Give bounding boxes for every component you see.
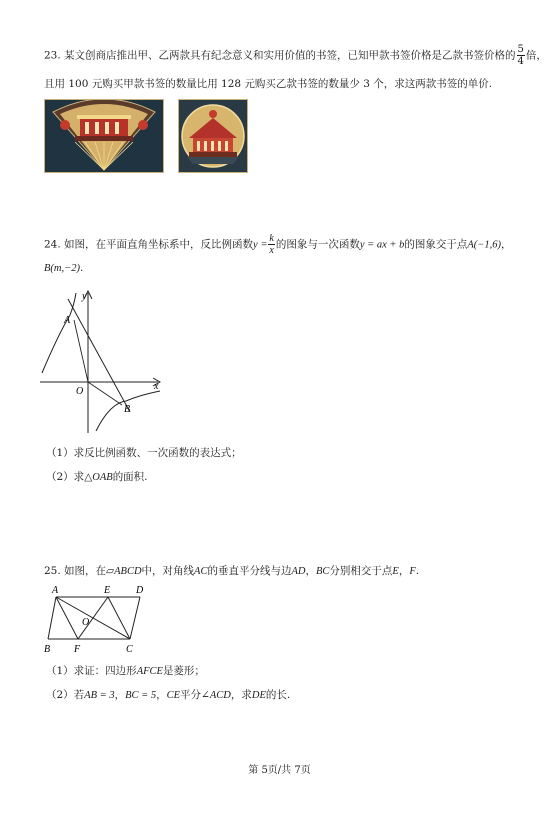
fig25-label-E: E bbox=[104, 585, 111, 596]
q24-coordinate-figure bbox=[40, 285, 170, 435]
q24-sub1: （1）求反比例函数、一次函数的表达式； bbox=[46, 447, 242, 459]
bookmark-image-2 bbox=[178, 99, 248, 173]
fan-illustration-1 bbox=[45, 100, 163, 172]
q24-line2: B(m,−2). bbox=[44, 262, 84, 274]
page-footer: 第 5页/共 7页 bbox=[248, 765, 311, 776]
q24-sub2: （2）求△OAB的面积. bbox=[46, 471, 148, 483]
q24-fraction: $\frac{k}{x}$ bbox=[269, 233, 274, 256]
q23-text1: 23. 某文创商店推出甲、乙两款具有纪念意义和实用价值的书签，已知甲款书签价格是乙款书签价格的 bbox=[44, 49, 516, 62]
fig25-label-O: O bbox=[82, 617, 90, 628]
fig25-label-B: B bbox=[44, 644, 51, 655]
fig24-label-y: y bbox=[82, 291, 87, 302]
fig24-label-O: O bbox=[76, 386, 84, 397]
bookmark-image-1 bbox=[44, 99, 164, 173]
q24-line1: 24. 如图，在平面直角坐标系中，反比例函数y = $\frac{k}{x}$ 的图象与一次函数y = ax + b的图象交于点A(−1,6)， bbox=[44, 233, 512, 256]
fig25-label-A: A bbox=[52, 585, 59, 596]
fig24-label-B: B bbox=[124, 404, 131, 415]
q25-sub1: （1）求证：四边形AFCE是菱形； bbox=[46, 665, 205, 677]
q23-fraction: $\frac{5}{4}$ bbox=[517, 44, 524, 67]
q23-line2: 且用 100 元购买甲款书签的数量比用 128 元购买乙款书签的数量少 3 个，求这两款书签的单价. bbox=[44, 78, 493, 90]
q23-line1 bbox=[44, 44, 547, 67]
q23-text1-end: 倍， bbox=[525, 49, 547, 62]
fan-illustration-2 bbox=[179, 100, 247, 172]
fig25-label-C: C bbox=[126, 644, 133, 655]
fig25-label-F: F bbox=[74, 644, 81, 655]
fig24-label-A: A bbox=[64, 315, 71, 326]
fig25-label-D: D bbox=[136, 585, 144, 596]
q25-sub2: （2）若AB = 3，BC = 5，CE平分∠ACD，求DE的长. bbox=[46, 689, 291, 701]
q25-parallelogram-figure bbox=[42, 583, 152, 655]
q25-line1: 25. 如图，在▱ABCD中，对角线AC的垂直平分线与边AD，BC分别相交于点E，F. bbox=[44, 565, 420, 577]
fig24-label-x: x bbox=[154, 381, 159, 392]
